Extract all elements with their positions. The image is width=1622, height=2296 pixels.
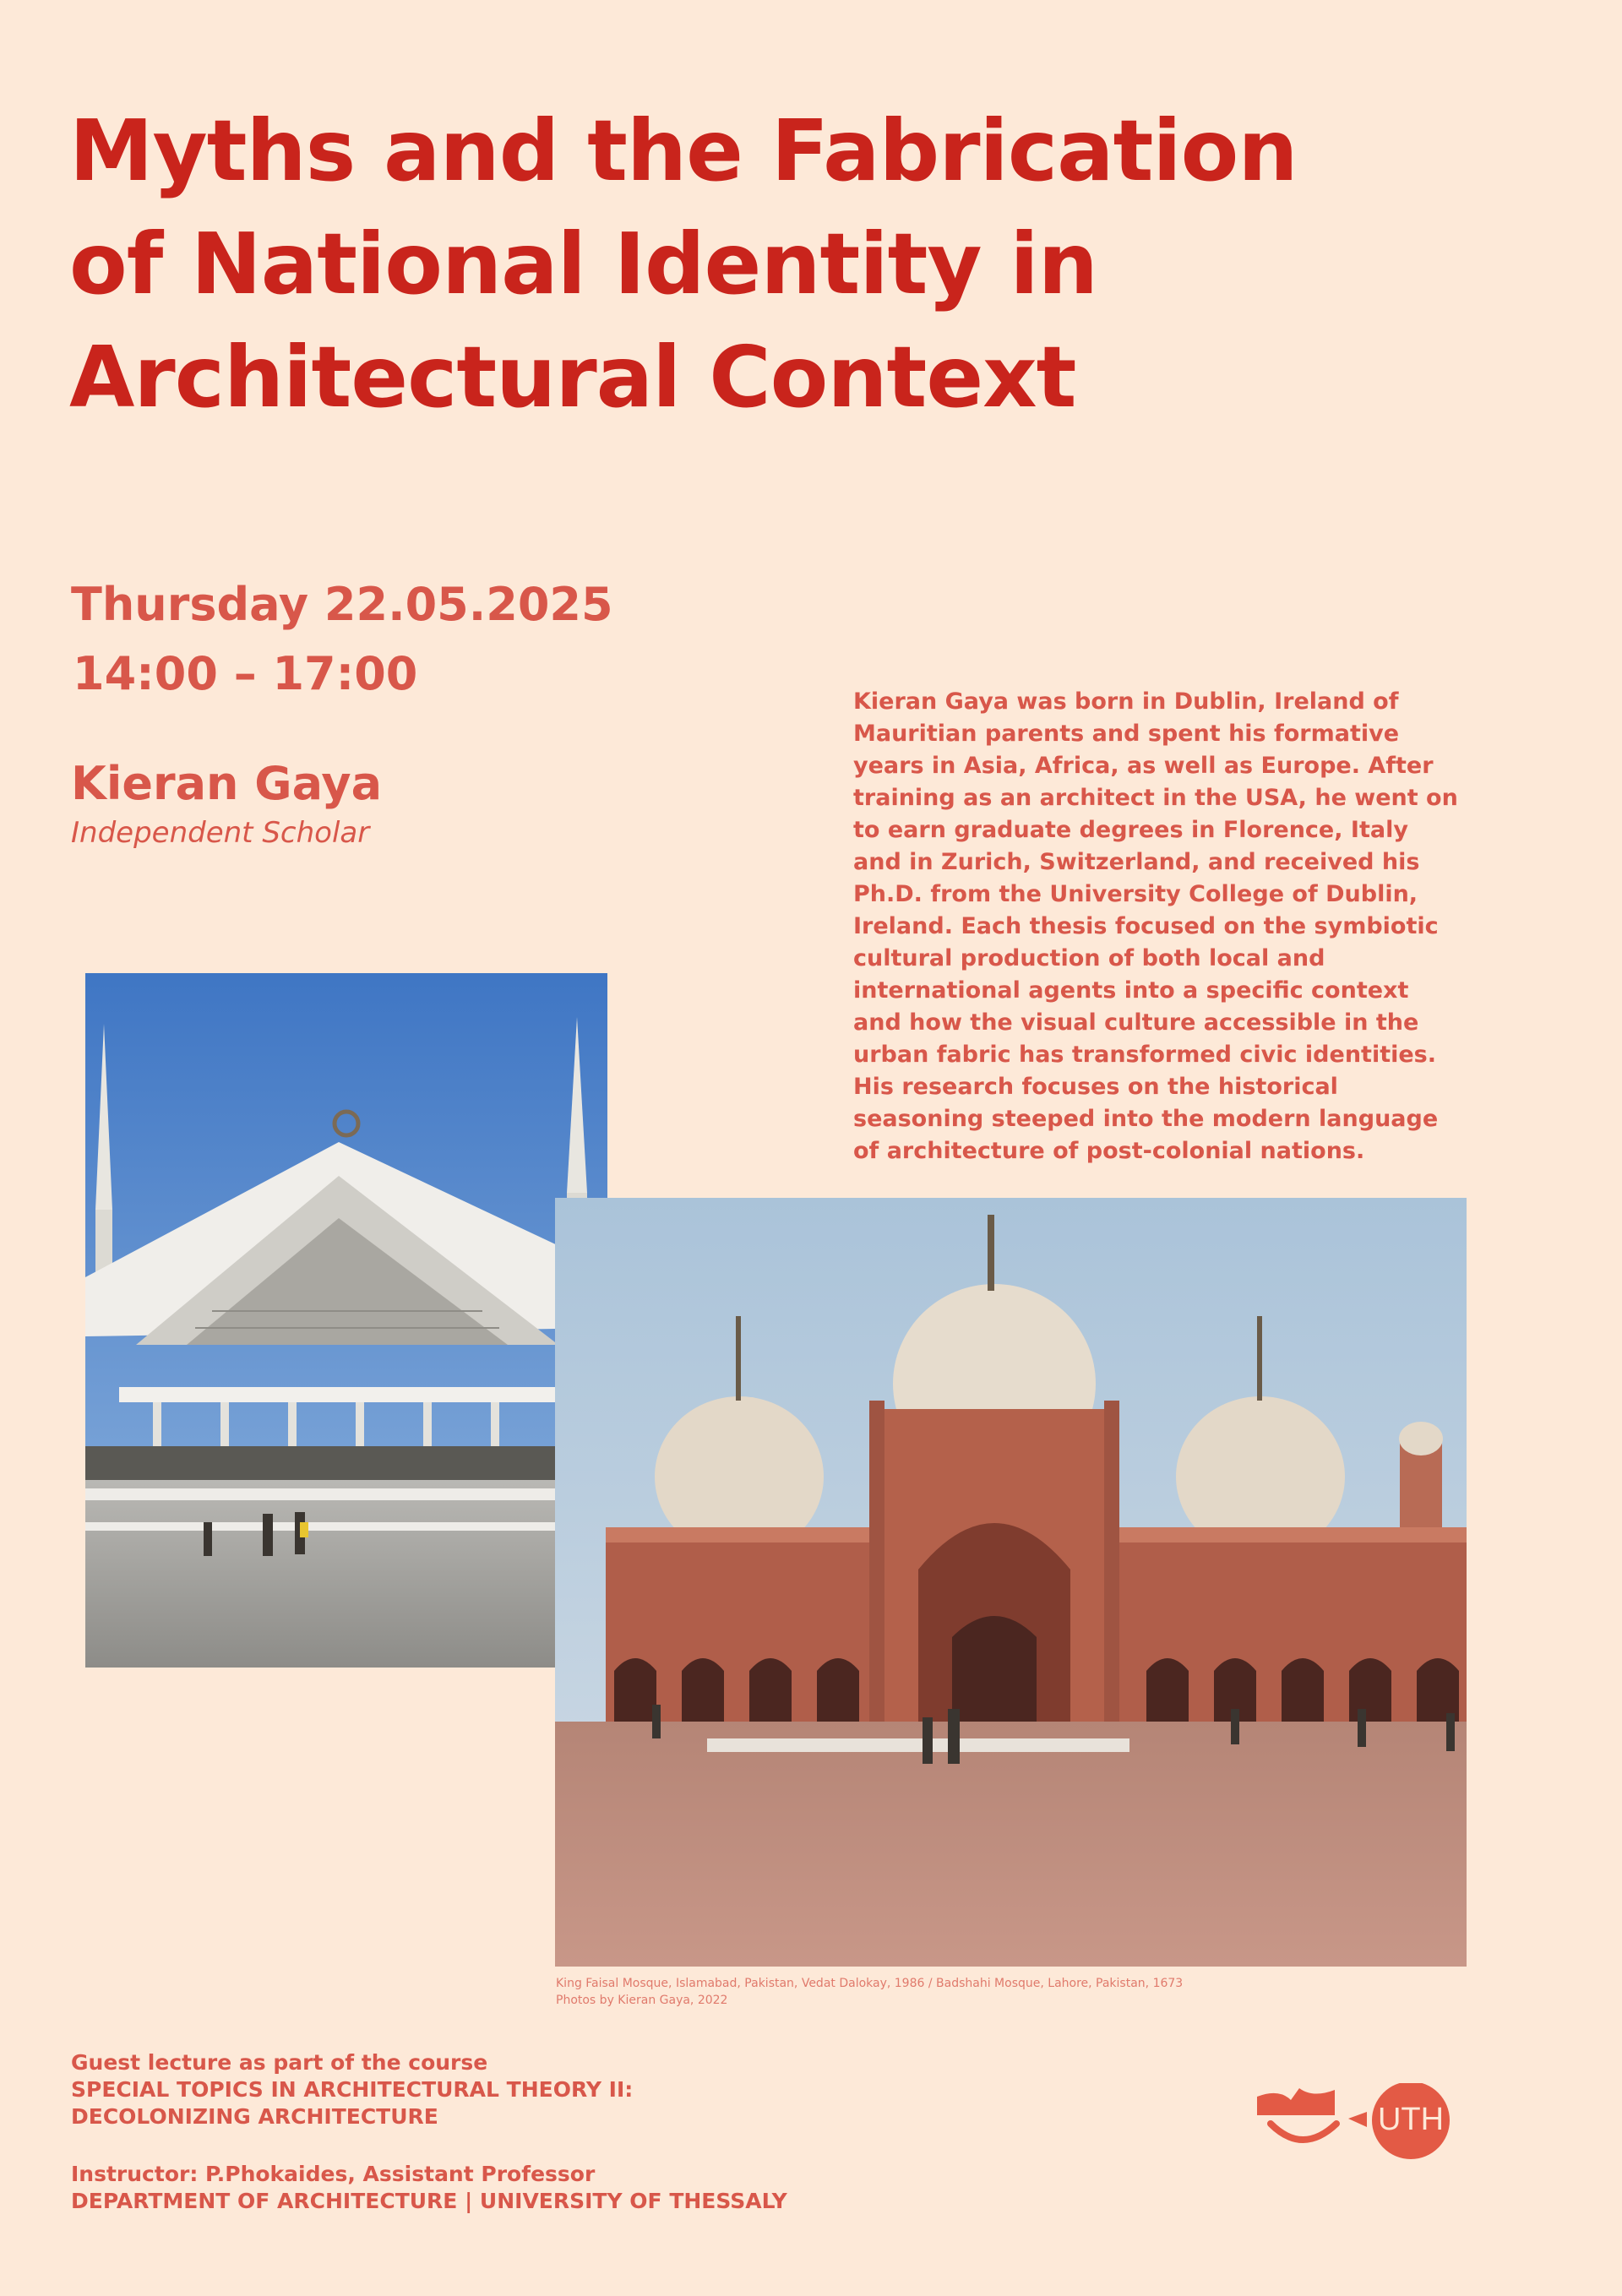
badshahi-mosque-photo <box>555 1198 1467 1967</box>
title-line-3: Architectural Context <box>69 328 1076 427</box>
department-line: DEPARTMENT OF ARCHITECTURE | UNIVERSITY OF THESSALY <box>71 2189 787 2213</box>
speaker-name: Kieran Gaya <box>71 757 383 810</box>
title-line-2: of National Identity in <box>69 215 1097 313</box>
speaker-bio: Kieran Gaya was born in Dublin, Ireland of Mauritian parents and spent his formative years in Asia, Africa, as well as Europe. After training as an architect in the USA, he went on to earn graduate degrees in Florence, Italy and in Zurich, Switzerland, and received his Ph.D. from the University College of Dublin, Ireland. Each thesis focused on the symbiotic cultural production of both local and international agents into a specific context and how the visual culture accessible in the urban fabric has transformed civic identities. His research focuses on the historical seasoning steeped into the modern language of architecture of post-colonial nations. <box>853 688 1458 1164</box>
photo-caption <box>556 1975 1183 2009</box>
title-line-1: Myths and the Fabrication <box>69 101 1298 200</box>
event-time: 14:00 – 17:00 <box>73 647 418 700</box>
uth-logo-text: UTH <box>1377 2102 1445 2137</box>
course-info <box>71 2049 633 2130</box>
course-name-line-1: SPECIAL TOPICS IN ARCHITECTURAL THEORY II: <box>71 2077 634 2102</box>
instructor-line: Instructor: P.Phokaides, Assistant Professor <box>71 2162 596 2186</box>
course-intro: Guest lecture as part of the course <box>71 2050 488 2075</box>
caption-line-2: Photos by Kieran Gaya, 2022 <box>556 1994 728 2007</box>
faisal-mosque-photo <box>85 973 607 1668</box>
event-date: Thursday 22.05.2025 <box>71 578 613 631</box>
course-name-line-2: DECOLONIZING ARCHITECTURE <box>71 2104 438 2129</box>
caption-line-1: King Faisal Mosque, Islamabad, Pakistan, Vedat Dalokay, 1986 / Badshahi Mosque, Lahore, Pakistan, 1673 <box>556 1977 1184 1990</box>
poster-title <box>69 95 1298 434</box>
speaker-role: Independent Scholar <box>71 816 370 850</box>
instructor-info <box>71 2161 787 2215</box>
